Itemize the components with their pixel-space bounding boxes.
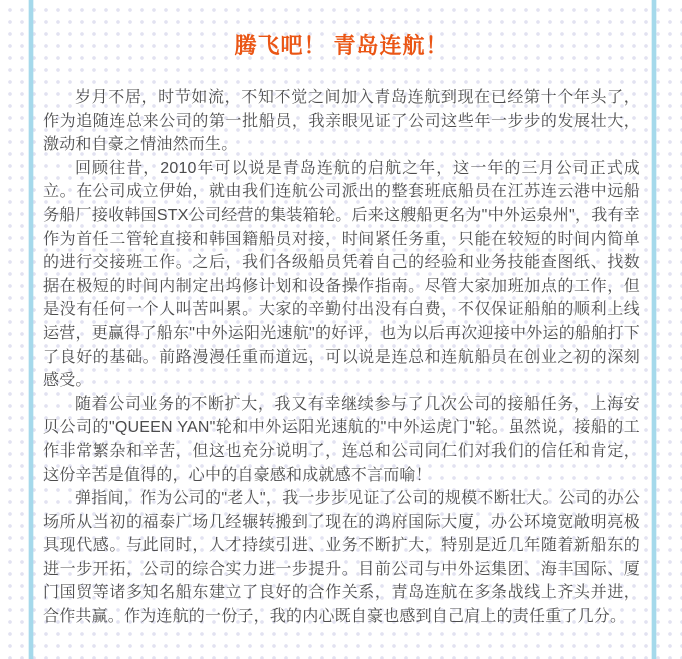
- article-paragraph: 回顾往昔，2010年可以说是青岛连航的启航之年，这一年的三月公司正式成立。在公司成立伊始，就由我们连航公司派出的整套班底船员在江苏连云港中远船务船厂接收韩国STX公司经营的集装箱轮。后来这艘船更名为"中外运泉州"，我有幸作为首任二管轮直接和韩国籍船员对接，时间紧任务重，只能在较短的时间内简单的进行交接班工作。之后，我们各级船员凭着自己的经验和业务技能查图纸、找数据在极短的时间内制定出坞修计划和设备操作指南。尽管大家加班加点的工作，但是没有任何一个人叫苦叫累。大家的辛勤付出没有白费，不仅保证船舶的顺利上线运营，更赢得了船东"中外运阳光速航"的好评，也为以后再次迎接中外运的船舶打下了良好的基础。前路漫漫任重而道远，可以说是连总和连航船员在创业之初的深刻感受。: [43, 159, 640, 390]
- right-border-line: [652, 0, 656, 659]
- article-paragraph: 随着公司业务的不断扩大，我又有幸继续参与了几次公司的接船任务，上海安贝公司的"QUEEN YAN"轮和中外运阳光速航的"中外运虎门"轮。虽然说，接船的工作非常繁杂和辛苦，但这也充分说明了，连总和公司同仁们对我们的信任和肯定，这份辛苦是值得的，心中的自豪感和成就感不言而喻！: [43, 395, 640, 484]
- article-paragraph: 岁月不居，时节如流，不知不觉之间加入青岛连航到现在已经第十个年头了，作为追随连总来公司的第一批船员，我亲眼见证了公司这些年一步步的发展壮大，激动和自豪之情油然而生。: [43, 89, 640, 154]
- article: [43, 0, 640, 629]
- article-title: 腾飞吧！ 青岛连航！: [234, 33, 449, 58]
- left-border-line: [29, 0, 33, 659]
- article-paragraph: 弹指间，作为公司的"老人"，我一步步见证了公司的规模不断壮大。公司的办公场所从当初的福泰广场几经辗转搬到了现在的鸿府国际大厦，办公环境宽敞明亮极具现代感。与此同时，人才持续引进、业务不断扩大，特别是近几年随着新船东的进一步开拓，公司的综合实力进一步提升。目前公司与中外运集团、海丰国际、厦门国贸等诸多知名船东建立了良好的合作关系，青岛连航在多条战线上齐头并进，合作共赢。作为连航的一份子，我的内心既自豪也感到自己肩上的责任重了几分。: [43, 490, 640, 626]
- article-body: [43, 86, 640, 629]
